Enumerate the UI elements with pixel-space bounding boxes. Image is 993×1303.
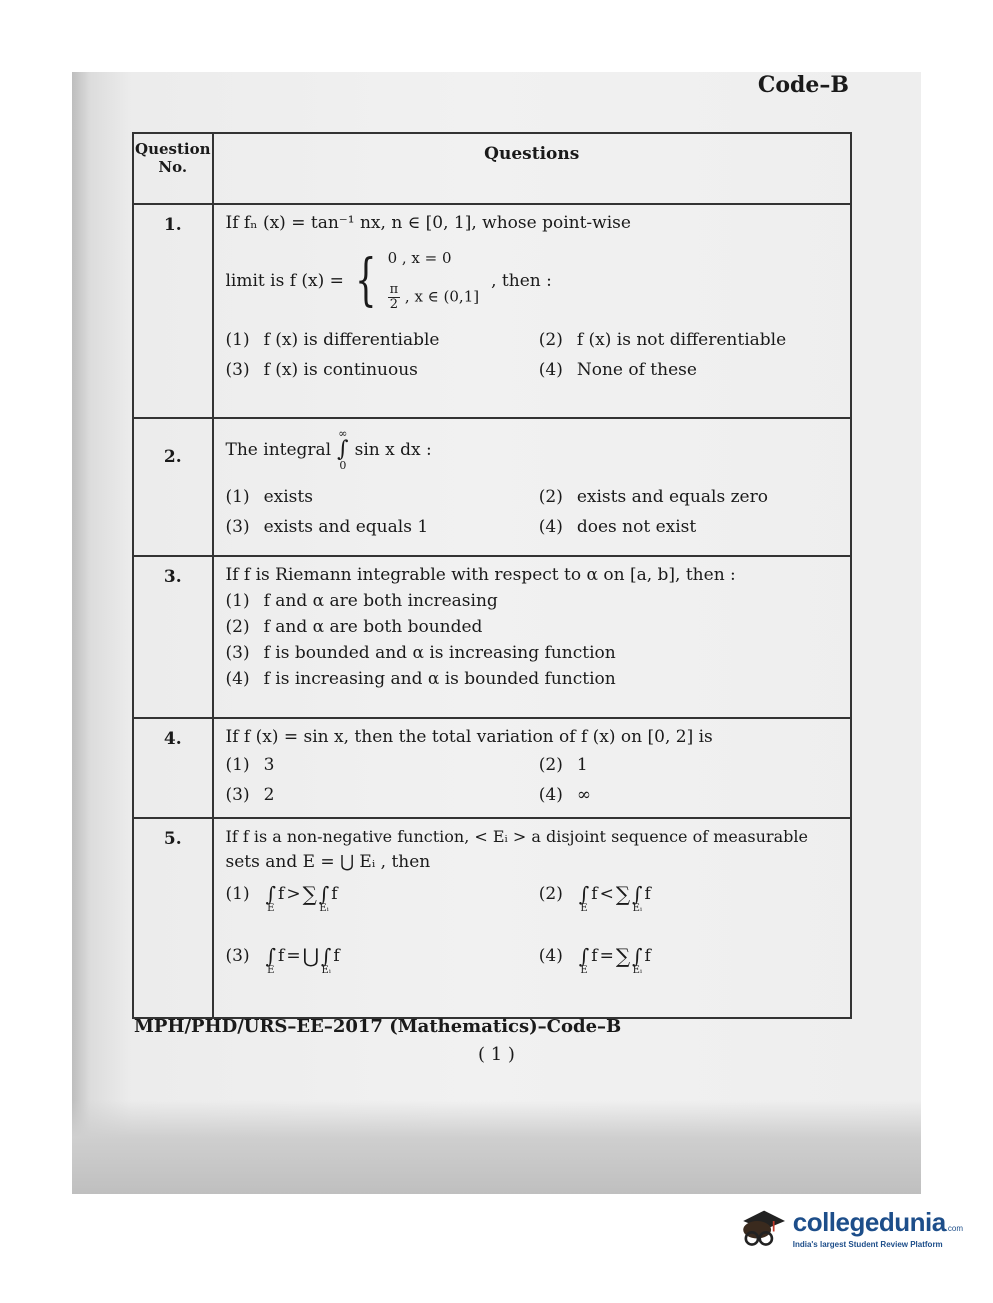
option-3: (3) exists and equals 1 xyxy=(225,517,429,537)
scan-shadow xyxy=(72,1100,921,1194)
col-question-no: Question No. xyxy=(133,133,213,204)
question-text: If f is Riemann integrable with respect to α on [a, b], then : xyxy=(225,565,736,585)
option-2: (2) exists and equals zero xyxy=(538,487,768,507)
question-text-2: sets and E = ⋃ Eᵢ , then xyxy=(225,852,431,872)
case-one: 0 , x = 0 xyxy=(387,249,452,267)
logo-text xyxy=(793,1207,963,1249)
question-row xyxy=(133,818,851,1018)
code-label: Code–B xyxy=(757,72,849,98)
measure-expression: ∫ E f < ∑ ∫ Eᵢ f xyxy=(578,882,651,914)
option-3: (3) f (x) is continuous xyxy=(225,360,418,380)
option-4: (4) ∫ E f = ∑ ∫ Eᵢ f xyxy=(538,944,651,976)
definite-integral xyxy=(337,429,348,471)
frac-numerator: π xyxy=(389,282,399,297)
option-1: (1) f and α are both increasing xyxy=(225,591,498,611)
option-3: (3) f is bounded and α is increasing function xyxy=(225,643,616,663)
question-body xyxy=(213,718,852,818)
logo-name: collegedunia xyxy=(792,1207,946,1237)
paper-code-footer: MPH/PHD/URS–EE–2017 (Mathematics)–Code–B xyxy=(134,1016,622,1037)
case-two xyxy=(388,283,480,312)
measure-expression: ∫ E f > ∑ ∫ Eᵢ f xyxy=(265,882,338,914)
question-number: 3. xyxy=(133,556,213,718)
question-body xyxy=(213,556,852,718)
option-3: (3) ∫ E f = ⋃ ∫ Eᵢ f xyxy=(225,944,340,976)
options xyxy=(226,884,843,994)
option-1: (1) f (x) is differentiable xyxy=(225,330,440,350)
piecewise-definition xyxy=(226,249,552,312)
lower-limit: 0 xyxy=(339,459,347,472)
question-text xyxy=(226,429,843,471)
integral-icon: ∫ xyxy=(337,437,349,462)
question-row xyxy=(133,718,851,818)
frac-denominator: 2 xyxy=(389,297,398,312)
question-number: 1. xyxy=(133,204,213,418)
options xyxy=(226,487,843,537)
question-text: If fₙ (x) = tan⁻¹ nx, n ∈ [0, 1], whose point-wise xyxy=(225,213,631,233)
case-two-condition: , x ∈ (0,1] xyxy=(404,287,480,306)
question-number: 4. xyxy=(133,718,213,818)
pi-over-two xyxy=(388,283,401,312)
question-body xyxy=(213,818,852,1018)
logo-suffix: .com xyxy=(945,1224,963,1233)
question-text: If f (x) = sin x, then the total variation of f (x) on [0, 2] is xyxy=(225,727,713,747)
question-row xyxy=(133,204,851,418)
question-row xyxy=(133,418,851,556)
table-header-row xyxy=(133,133,851,204)
option-3: (3) 2 xyxy=(225,785,275,805)
measure-expression: ∫ E f = ∑ ∫ Eᵢ f xyxy=(578,944,651,976)
option-2: (2) f and α are both bounded xyxy=(225,617,483,637)
integrand: sin x dx : xyxy=(354,440,432,460)
option-1: (1) 3 xyxy=(225,755,275,775)
option-4: (4) f is increasing and α is bounded function xyxy=(225,669,616,689)
question-row xyxy=(133,556,851,718)
integral-lead: The integral xyxy=(225,440,332,460)
option-4: (4) does not exist xyxy=(538,517,697,537)
option-2: (2) ∫ E f < ∑ ∫ Eᵢ f xyxy=(538,882,651,914)
question-body xyxy=(213,418,852,556)
question-body xyxy=(213,204,852,418)
question-number: 2. xyxy=(133,418,213,556)
brace-icon: { xyxy=(355,247,377,313)
option-4: (4) None of these xyxy=(538,360,697,380)
question-number: 5. xyxy=(133,818,213,1018)
cases xyxy=(388,249,480,312)
option-4: (4) ∞ xyxy=(538,785,592,805)
collegedunia-logo xyxy=(738,1198,963,1258)
col-questions: Questions xyxy=(213,133,852,204)
then-text: , then : xyxy=(491,270,552,291)
mascot-icon xyxy=(738,1200,787,1256)
questions-table xyxy=(132,132,852,1019)
logo-tagline: India's largest Student Review Platform xyxy=(792,1240,943,1249)
option-1: (1) ∫ E f > ∑ ∫ Eᵢ f xyxy=(225,882,338,914)
piecewise-lead: limit is f (x) = xyxy=(225,270,344,291)
question-text: If f is a non-negative function, < Eᵢ > a disjoint sequence of measurable xyxy=(225,827,808,846)
options xyxy=(226,330,843,380)
option-2: (2) 1 xyxy=(538,755,588,775)
option-2: (2) f (x) is not differentiable xyxy=(538,330,787,350)
measure-expression: ∫ E f = ⋃ ∫ Eᵢ f xyxy=(265,944,340,976)
upper-limit: ∞ xyxy=(338,427,348,440)
option-1: (1) exists xyxy=(225,487,313,507)
options xyxy=(226,755,843,805)
page-number: ( 1 ) xyxy=(478,1044,515,1065)
